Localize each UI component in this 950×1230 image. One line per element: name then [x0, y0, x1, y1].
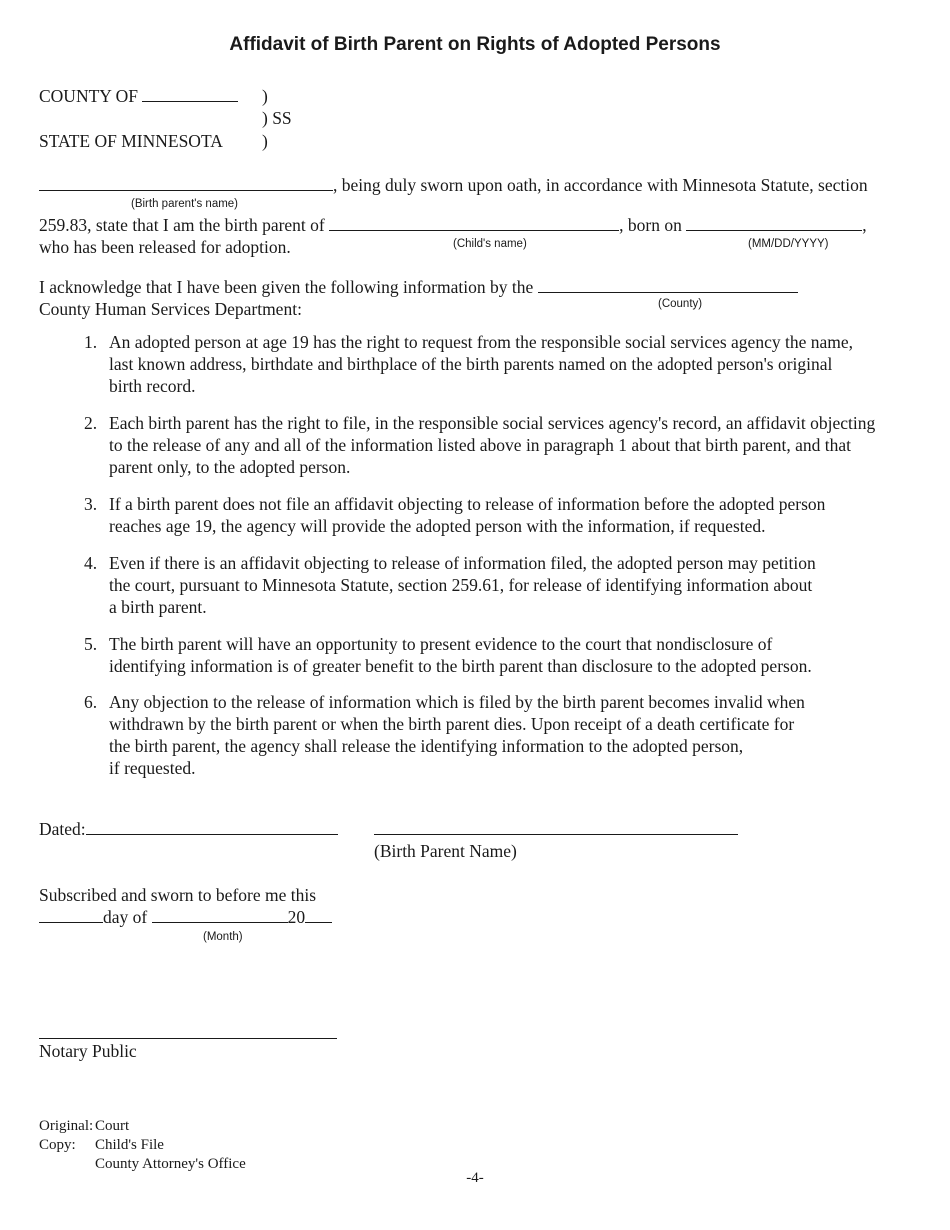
copy-value: County Attorney's Office [95, 1156, 246, 1172]
sworn-line-1: Subscribed and sworn to before me this [39, 885, 317, 905]
item-line: The birth parent will have an opportunity to present evidence to the court that nondisclosure of [109, 634, 773, 654]
dated-line [39, 818, 338, 840]
item-line: An adopted person at age 19 has the right to request from the responsible social services agency the name, [109, 332, 853, 352]
notary-label: Notary Public [39, 1041, 137, 1061]
oath-line-3: who has been released for adoption. [39, 237, 291, 257]
month-caption: (Month) [203, 931, 243, 943]
item-line: withdrawn by the birth parent or when the birth parent dies. Upon receipt of a death certificate for [109, 714, 795, 734]
original-label: Original: [39, 1118, 94, 1134]
sworn-line-2 [39, 906, 332, 928]
item-line: last known address, birthdate and birthplace of the birth parents named on the adopted person's original [109, 354, 833, 374]
county-label: COUNTY OF [39, 86, 139, 106]
birth-parent-name-blank[interactable] [39, 175, 333, 191]
item-line: birth record. [109, 376, 196, 396]
oath-line-2-end: , [862, 215, 867, 235]
acknowledge-line-2: County Human Services Department: [39, 299, 302, 319]
county-of-line [39, 85, 238, 107]
day-of-label: day of [103, 907, 148, 927]
birth-parent-name-caption: (Birth parent's name) [131, 198, 239, 210]
item-line: Any objection to the release of information which is filed by the birth parent becomes invalid when [109, 692, 805, 712]
county-caption: (County) [658, 298, 703, 310]
month-blank[interactable] [152, 907, 288, 923]
oath-line-1 [39, 174, 868, 196]
notary-signature-blank[interactable] [39, 1022, 337, 1039]
venue-paren-1: ) [262, 86, 268, 106]
birth-parent-signature-blank[interactable] [374, 818, 738, 835]
item-line: parent only, to the adopted person. [109, 457, 351, 477]
date-format-caption: (MM/DD/YYYY) [748, 238, 829, 250]
oath-line-2-start: 259.83, state that I am the birth parent of [39, 215, 325, 235]
child-name-caption: (Child's name) [453, 238, 527, 250]
birth-parent-name-signature-caption: (Birth Parent Name) [374, 841, 517, 861]
item-number: 2. [84, 413, 98, 433]
dated-blank[interactable] [86, 819, 338, 835]
item-number: 6. [84, 692, 98, 712]
item-line: the court, pursuant to Minnesota Statute, section 259.61, for release of identifying information about [109, 575, 813, 595]
item-number: 5. [84, 634, 98, 654]
oath-line-2 [39, 214, 867, 236]
item-line: a birth parent. [109, 597, 207, 617]
document-title: Affidavit of Birth Parent on Rights of Adopted Persons [229, 34, 721, 55]
copy-label: Copy: [39, 1137, 76, 1153]
dated-label: Dated: [39, 819, 86, 839]
acknowledge-line-1-text: I acknowledge that I have been given the following information by the [39, 277, 534, 297]
birth-parent-signature-line [374, 818, 738, 840]
item-line: to the release of any and all of the information listed above in paragraph 1 about that birth parent, and that [109, 435, 852, 455]
twenty-label: 20 [287, 907, 306, 927]
day-blank[interactable] [39, 907, 103, 923]
item-number: 4. [84, 553, 98, 573]
venue-paren-3: ) [262, 131, 268, 151]
child-name-blank[interactable] [329, 215, 619, 231]
item-line: If a birth parent does not file an affidavit objecting to release of information before the adopted person [109, 494, 826, 514]
item-number: 1. [84, 332, 98, 352]
county-blank[interactable] [142, 86, 238, 102]
item-line: Even if there is an affidavit objecting to release of information filed, the adopted person may petition [109, 553, 816, 573]
acknowledge-line-1 [39, 276, 798, 298]
county-agency-blank[interactable] [538, 277, 798, 293]
item-line: Each birth parent has the right to file, in the responsible social services agency's record, an affidavit objecting [109, 413, 876, 433]
year-blank[interactable] [305, 907, 332, 923]
item-number: 3. [84, 494, 98, 514]
item-line: identifying information is of greater benefit to the birth parent than disclosure to the adopted person. [109, 656, 812, 676]
original-value: Court [95, 1118, 130, 1134]
oath-line-1-text: , being duly sworn upon oath, in accordance with Minnesota Statute, section [333, 175, 868, 195]
copy-value: Child's File [95, 1137, 164, 1153]
birth-date-blank[interactable] [686, 215, 862, 231]
state-label: STATE OF MINNESOTA [39, 131, 223, 151]
item-line: reaches age 19, the agency will provide the adopted person with the information, if requested. [109, 516, 766, 536]
born-on-label: , born on [619, 215, 682, 235]
item-line: if requested. [109, 758, 196, 778]
venue-ss: ) SS [262, 108, 292, 128]
page-number: -4- [466, 1170, 484, 1186]
item-line: the birth parent, the agency shall release the identifying information to the adopted person, [109, 736, 744, 756]
